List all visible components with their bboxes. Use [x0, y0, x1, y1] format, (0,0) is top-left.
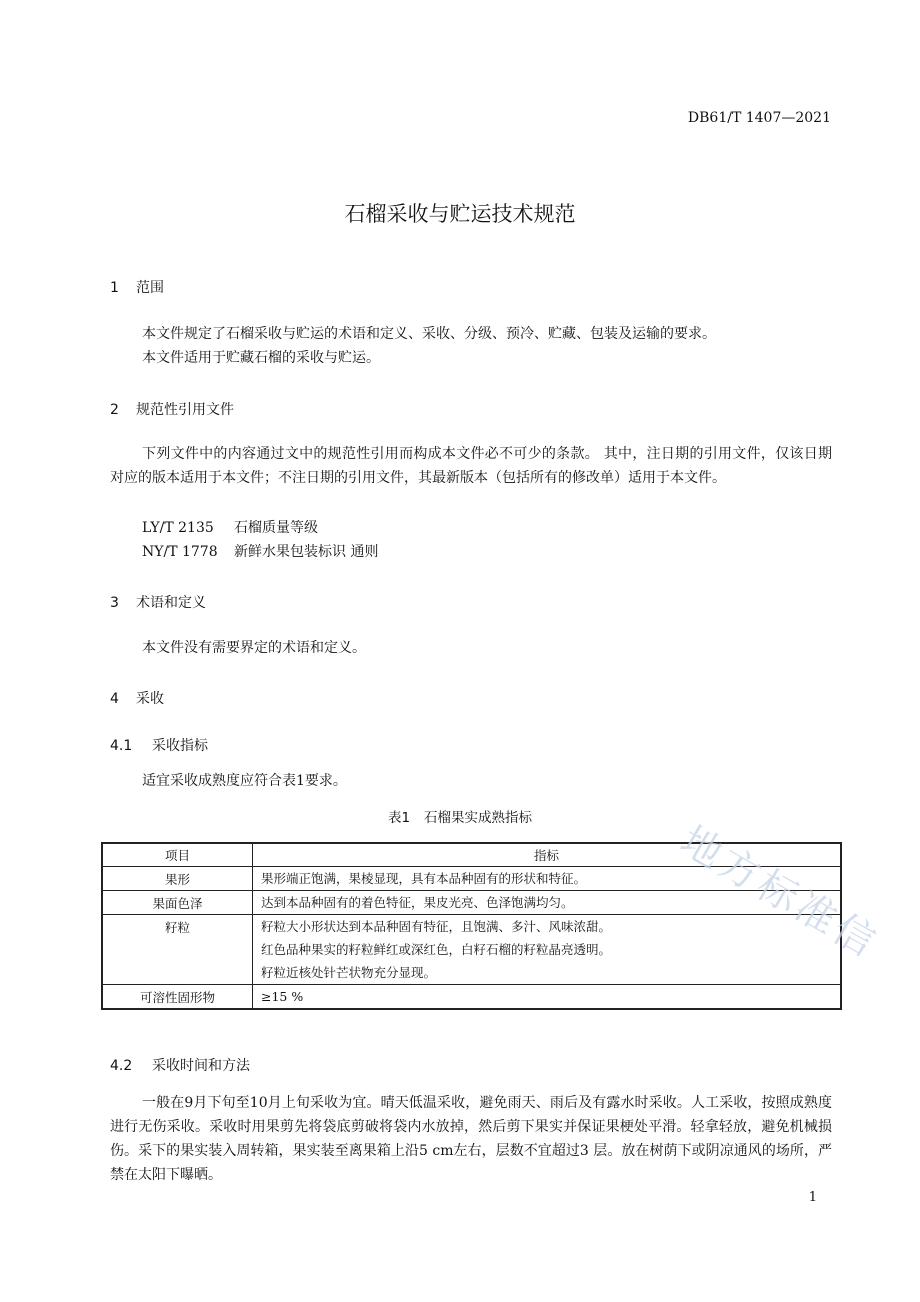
section-title: 采收 — [136, 691, 164, 707]
reference-item — [142, 541, 378, 561]
value-line: 红色品种果实的籽粒鲜红或深红色，白籽石榴的籽粒晶亮透明。 — [261, 942, 612, 957]
table-cell-value — [253, 985, 842, 1010]
table-row — [102, 985, 841, 1010]
paragraph: 一般在9月下旬至10月上旬采收为宜。晴天低温采收，避免雨天、雨后及有露水时采收。人工采收，按照成熟度进行无伤采收。采收时用果剪先将袋底剪破将袋内水放掉，然后剪下果实并保证果梗处平滑。轻拿轻放，避免机械损伤。采下的果实装入周转箱，果实装至离果箱上沿5 cm左右，层数不宜超过3 层。放在树荫下或阴凉通风的场所，严禁在太阳下曝晒。 — [110, 1095, 832, 1183]
table-row — [102, 891, 841, 915]
table-cell-item: 籽粒 — [102, 915, 253, 985]
table-row — [102, 915, 841, 985]
section-heading-4 — [110, 688, 164, 708]
page-number: 1 — [808, 1190, 817, 1205]
section-heading-3 — [110, 592, 206, 612]
value-line: 果形端正饱满，果棱显现，具有本品种固有的形状和特征。 — [261, 871, 587, 886]
reference-item — [142, 517, 318, 537]
column-header: 指标 — [253, 843, 842, 867]
section-number: 4.1 — [110, 738, 133, 754]
paragraph: 本文件适用于贮藏石榴的采收与贮运。 — [142, 350, 380, 366]
reference-code: LY/T 2135 — [142, 520, 214, 536]
value-line: 籽粒大小形状达到本品种固有特征，且饱满、多汁、风味浓甜。 — [261, 919, 612, 934]
value-line: 籽粒近核处针芒状物充分显现。 — [261, 965, 437, 980]
section-number: 1 — [110, 280, 119, 296]
section-number: 2 — [110, 402, 119, 418]
section-title: 术语和定义 — [136, 595, 206, 611]
section-number: 4.2 — [110, 1058, 133, 1074]
table-caption — [0, 806, 920, 826]
reference-name: 新鲜水果包装标识 通则 — [234, 544, 379, 560]
section-title: 采收时间和方法 — [152, 1058, 250, 1074]
table-cell-value — [253, 915, 842, 985]
section-heading-4-2 — [110, 1055, 250, 1075]
document-title: 石榴采收与贮运技术规范 — [344, 202, 576, 226]
value-line: ≥15 % — [261, 989, 304, 1004]
section-heading-1 — [110, 277, 164, 297]
reference-name: 石榴质量等级 — [234, 520, 318, 536]
document-code: DB61/T 1407—2021 — [687, 110, 831, 126]
section-title: 范围 — [136, 280, 164, 296]
paragraph: 适宜采收成熟度应符合表1要求。 — [142, 773, 347, 789]
section-number: 3 — [110, 595, 119, 611]
section-title: 采收指标 — [152, 738, 208, 754]
paragraph: 下列文件中的内容通过文中的规范性引用而构成本文件必不可少的条款。 其中，注日期的引用文件，仅该日期对应的版本适用于本文件；不注日期的引用文件，其最新版本（包括所有的修改单）适用于本文件。 — [110, 446, 832, 486]
column-header: 项目 — [102, 843, 253, 867]
value-line: 达到本品种固有的着色特征，果皮光亮、色泽饱满均匀。 — [261, 895, 574, 910]
section-heading-4-1 — [110, 735, 208, 755]
section-number: 4 — [110, 691, 119, 707]
table-cell-item: 可溶性固形物 — [102, 985, 253, 1010]
watermark: 地方标准信 — [672, 817, 887, 968]
reference-code: NY/T 1778 — [142, 544, 218, 560]
section-heading-2 — [110, 399, 234, 419]
table-title: 石榴果实成熟指标 — [424, 810, 533, 826]
section-title: 规范性引用文件 — [136, 402, 234, 418]
table-cell-item: 果面色泽 — [102, 891, 253, 915]
paragraph: 本文件规定了石榴采收与贮运的术语和定义、采收、分级、预冷、贮藏、包装及运输的要求。 — [142, 326, 716, 342]
table-number: 表1 — [387, 810, 411, 826]
paragraph: 本文件没有需要界定的术语和定义。 — [142, 640, 366, 656]
table-cell-item: 果形 — [102, 867, 253, 891]
